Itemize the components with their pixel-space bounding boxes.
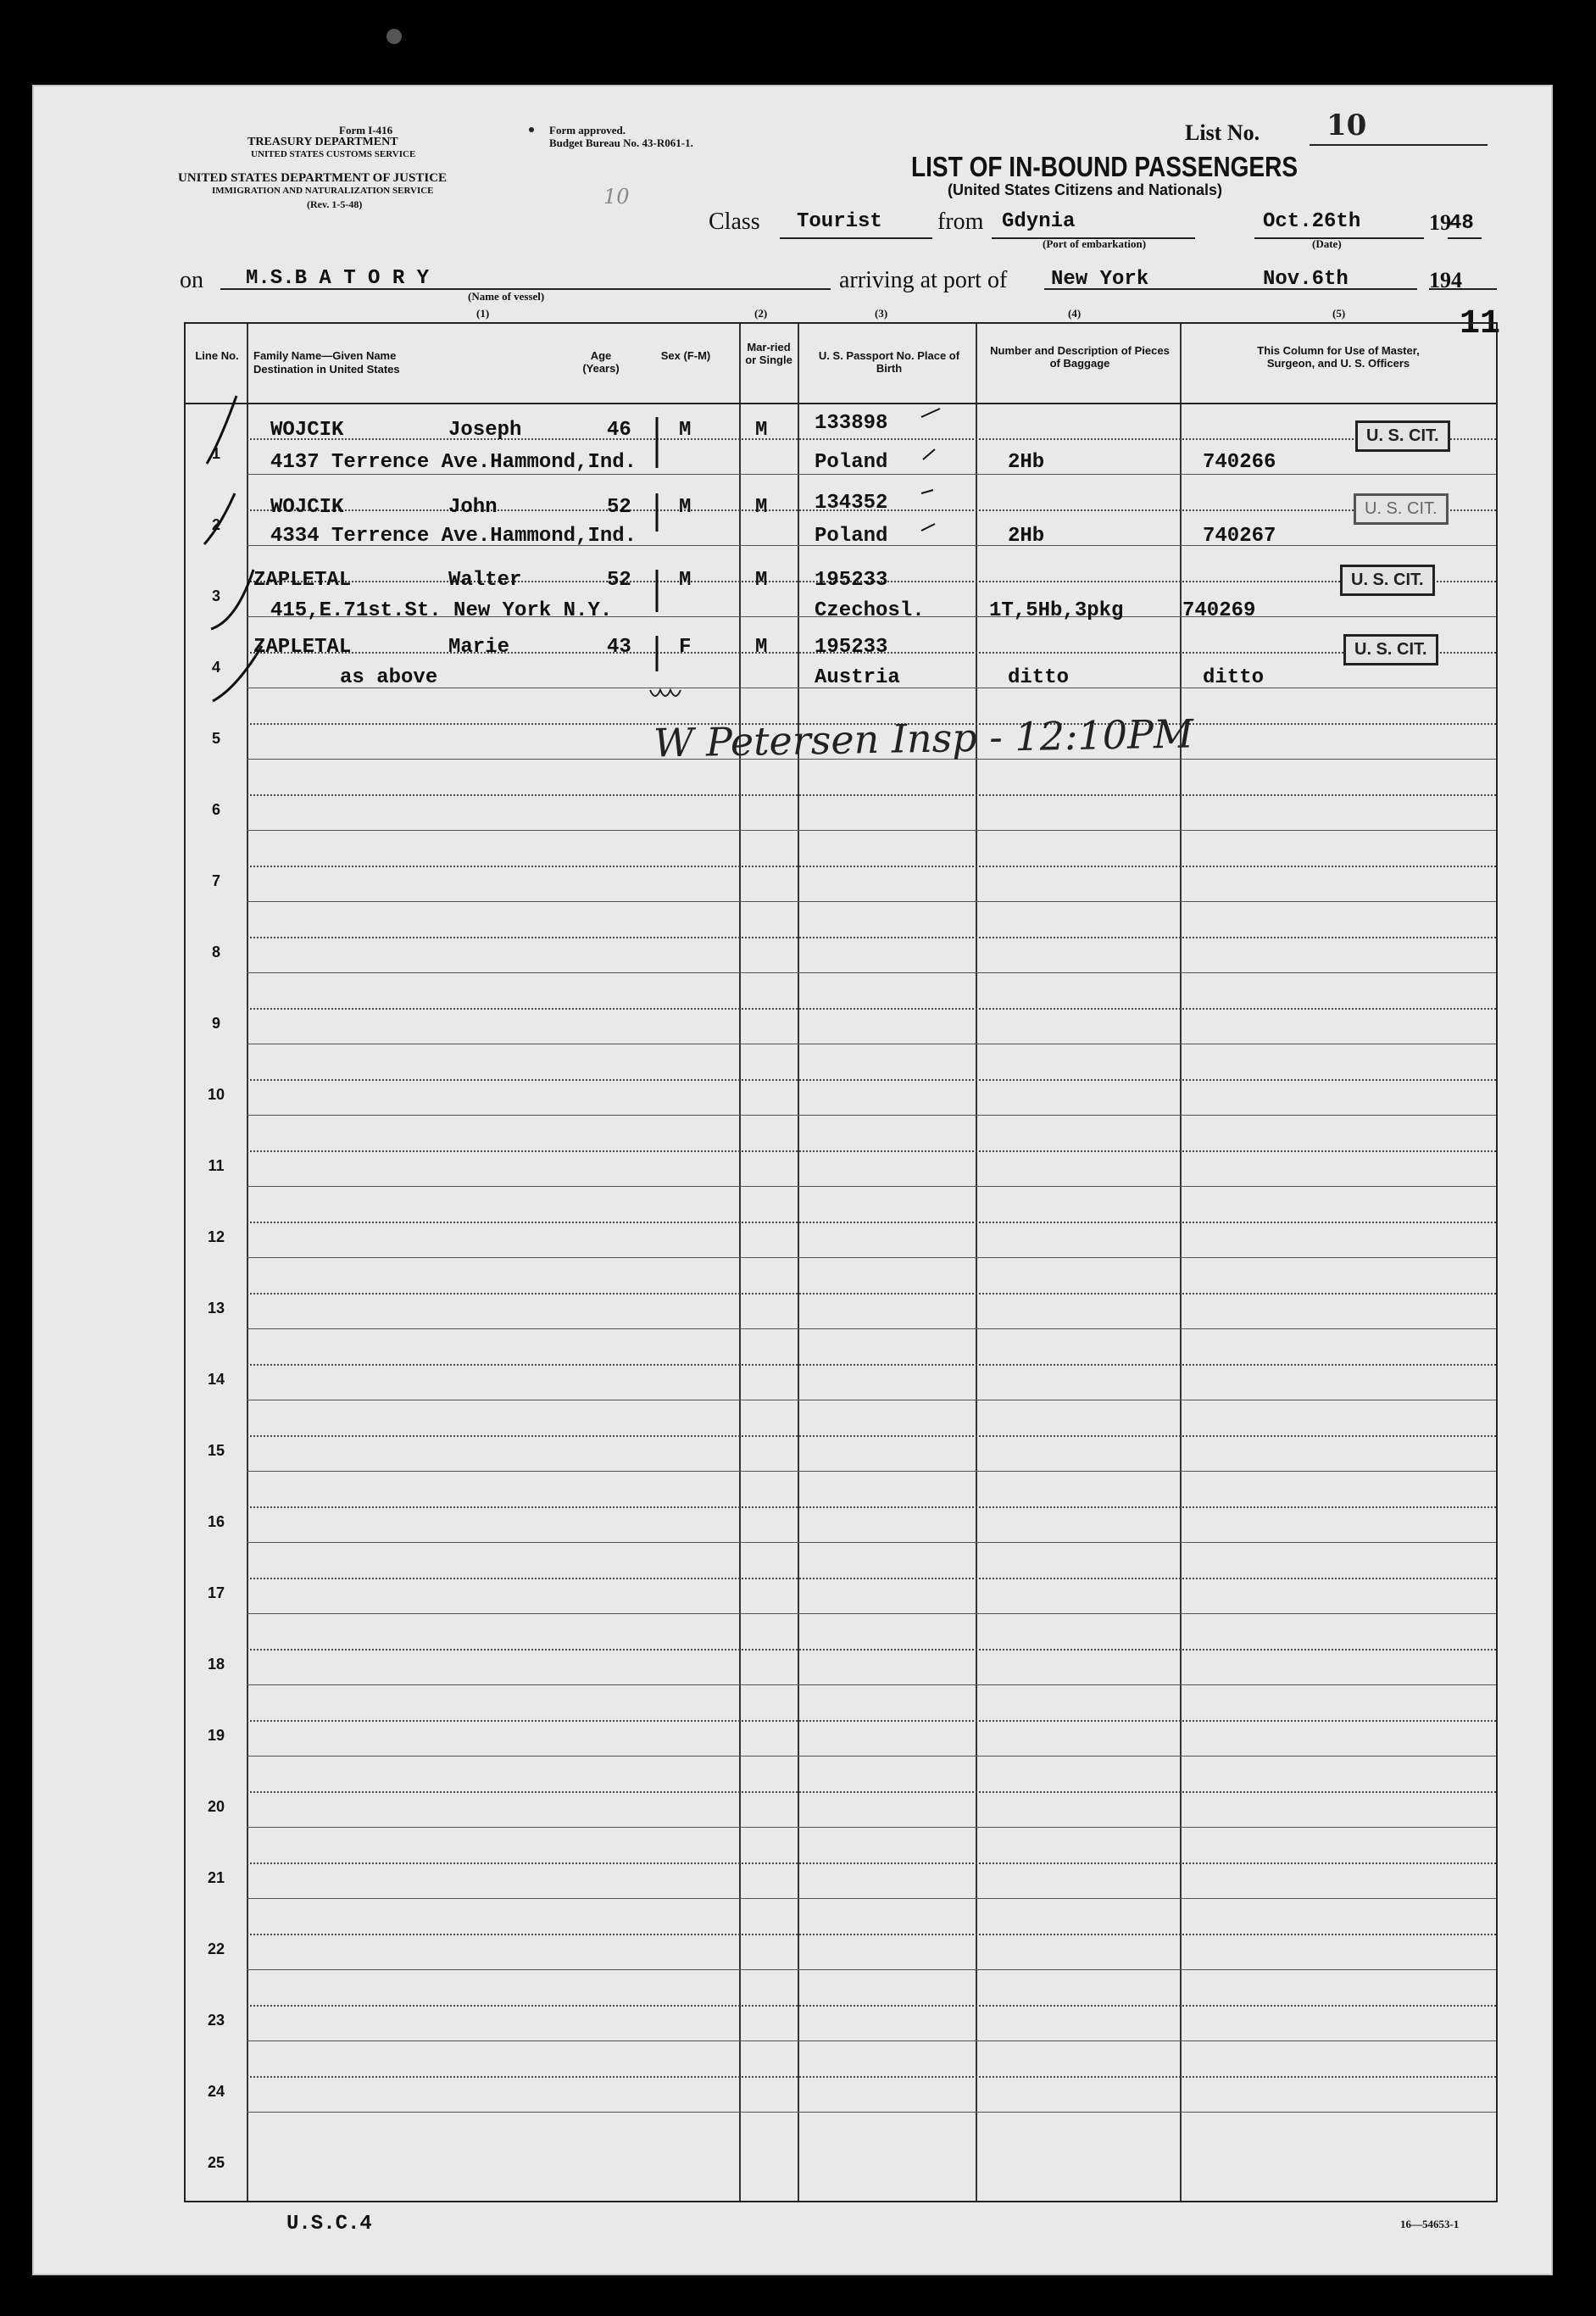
passenger-2-sex: M xyxy=(679,496,692,519)
form-number: Form I-416 xyxy=(339,124,393,136)
passenger-1-family: WOJCIK xyxy=(270,419,344,442)
col-header-line-no: Line No. xyxy=(195,349,239,362)
passenger-4-married: M xyxy=(755,636,768,659)
justice-label: UNITED STATES DEPARTMENT OF JUSTICE xyxy=(178,171,448,185)
row-midline xyxy=(247,2076,1496,2078)
row-midline xyxy=(247,1862,1496,1864)
row-divider xyxy=(247,1613,1496,1614)
row-midline xyxy=(247,1578,1496,1579)
us-citizen-stamp: U. S. CIT. xyxy=(1340,565,1435,596)
inspector-signature: W Petersen Insp - 12:10PM xyxy=(653,710,1194,766)
passenger-1-passport: 133898 xyxy=(815,412,888,435)
col-number-3: (3) xyxy=(875,307,888,320)
line-number: 6 xyxy=(211,801,220,818)
vessel-caption: (Name of vessel) xyxy=(468,290,545,303)
arrival-year-underline xyxy=(1429,288,1497,290)
col-header-name: Family Name—Given Name xyxy=(253,349,397,362)
passenger-2-destination: 4334 Terrence Ave.Hammond,Ind. xyxy=(270,525,637,548)
row-midline xyxy=(247,1293,1496,1294)
us-citizen-stamp: U. S. CIT. xyxy=(1355,420,1450,452)
passenger-1-given: Joseph xyxy=(448,419,522,442)
passenger-1-destination: 4137 Terrence Ave.Hammond,Ind. xyxy=(270,451,637,474)
row-midline xyxy=(247,1720,1496,1722)
passenger-2-age: 52 xyxy=(607,496,631,519)
passenger-1-age: 46 xyxy=(607,419,631,442)
passenger-2-passport: 134352 xyxy=(815,492,888,515)
bullet-mark xyxy=(529,127,534,132)
row-divider xyxy=(247,1969,1496,1970)
col-header-sex: Sex (F-M) xyxy=(660,349,711,362)
arrival-year: 194 xyxy=(1429,268,1462,292)
us-citizen-stamp: U. S. CIT. xyxy=(1343,634,1438,665)
date-year: 19 xyxy=(1429,210,1451,235)
passenger-1-birthplace: Poland xyxy=(815,451,888,474)
line-number: 16 xyxy=(207,1513,225,1530)
passenger-3-birthplace: Czechosl. xyxy=(815,599,925,622)
row-midline xyxy=(247,794,1496,796)
passenger-4-sex: F xyxy=(679,636,692,659)
line-number: 25 xyxy=(207,2154,225,2171)
passenger-3-age: 52 xyxy=(607,569,631,592)
line-number: 20 xyxy=(207,1798,225,1815)
line-number: 21 xyxy=(207,1869,225,1886)
line-number: 2 xyxy=(211,516,220,533)
passenger-2-given: John xyxy=(448,496,498,519)
row-divider xyxy=(247,1898,1496,1899)
line-number: 22 xyxy=(207,1940,225,1957)
passenger-4-officer-no: ditto xyxy=(1203,666,1265,689)
passenger-2-officer-no: 740267 xyxy=(1203,525,1276,548)
list-no-underline xyxy=(1310,144,1488,146)
port-caption: (Port of embarkation) xyxy=(1043,237,1147,250)
row-divider xyxy=(247,1186,1496,1187)
from-value: Gdynia xyxy=(1002,210,1076,233)
on-label: on xyxy=(180,267,203,293)
arriving-label: arriving at port of xyxy=(839,267,1008,293)
passenger-2-family: WOJCIK xyxy=(270,496,344,519)
line-number: 4 xyxy=(211,659,220,676)
passenger-3-baggage: 1T,5Hb,3pkg xyxy=(989,599,1124,622)
line-number: 24 xyxy=(207,2083,225,2100)
list-no-label: List No. xyxy=(1185,120,1260,145)
row-divider xyxy=(247,1542,1496,1543)
line-number: 9 xyxy=(211,1015,220,1032)
treasury-label: TREASURY DEPARTMENT xyxy=(247,136,398,148)
row-midline xyxy=(247,1435,1496,1437)
row-midline xyxy=(247,937,1496,938)
us-citizen-stamp: U. S. CIT. xyxy=(1354,493,1449,525)
class-underline xyxy=(780,237,932,239)
row-midline xyxy=(247,1934,1496,1935)
row-midline xyxy=(247,1506,1496,1508)
page-number: 11 xyxy=(1460,305,1501,343)
year-underline xyxy=(1448,237,1482,239)
passenger-2-baggage: 2Hb xyxy=(1008,525,1045,548)
footer-form-code: U.S.C.4 xyxy=(286,2213,372,2235)
footer-print-code: 16—54653-1 xyxy=(1400,2218,1460,2230)
line-number: 19 xyxy=(207,1727,225,1744)
row-divider xyxy=(247,1115,1496,1116)
line-number: 17 xyxy=(207,1584,225,1601)
col-number-1: (1) xyxy=(476,307,490,320)
passenger-2-married: M xyxy=(755,496,768,519)
passenger-3-destination: 415,E.71st.St. New York N.Y. xyxy=(270,599,613,622)
passenger-1-sex: M xyxy=(679,419,692,442)
line-number: 7 xyxy=(211,872,220,889)
passenger-3-married: M xyxy=(755,569,768,592)
passenger-3-passport: 195233 xyxy=(815,569,888,592)
row-midline xyxy=(247,1150,1496,1152)
row-midline xyxy=(247,1791,1496,1793)
passenger-4-family: ZAPLETAL xyxy=(253,636,352,659)
col-header-age: Age (Years) xyxy=(582,349,620,375)
handwritten-marks xyxy=(186,324,1496,731)
line-number: 11 xyxy=(208,1157,225,1174)
row-midline xyxy=(247,1364,1496,1366)
margin-note: 10 xyxy=(603,185,630,209)
col-header-destination: Destination in United States xyxy=(253,363,400,376)
col-header-married: Mar-ried or Single xyxy=(745,341,792,366)
passenger-1-baggage: 2Hb xyxy=(1008,451,1045,474)
passenger-4-given: Marie xyxy=(448,636,510,659)
date-year-end: 48 xyxy=(1449,212,1474,235)
row-midline xyxy=(247,1008,1496,1010)
line-number: 12 xyxy=(207,1228,225,1245)
ins-label: IMMIGRATION AND NATURALIZATION SERVICE xyxy=(212,186,434,196)
passenger-4-age: 43 xyxy=(607,636,631,659)
list-no-value: 10 xyxy=(1326,109,1367,142)
passenger-2-birthplace: Poland xyxy=(815,525,888,548)
line-number: 10 xyxy=(207,1086,225,1103)
col-header-passport: U. S. Passport No. Place of Birth xyxy=(818,349,960,375)
line-number: 23 xyxy=(207,2012,225,2029)
approved-label: Form approved. xyxy=(549,124,626,136)
row-divider xyxy=(247,1257,1496,1258)
col-number-2: (2) xyxy=(754,307,768,320)
col-header-baggage: Number and Description of Pieces of Baggage xyxy=(990,344,1170,370)
row-divider xyxy=(247,972,1496,973)
page-subtitle: (United States Citizens and Nationals) xyxy=(948,181,1223,198)
passenger-4-birthplace: Austria xyxy=(815,666,900,689)
row-divider xyxy=(247,1328,1496,1329)
arrival-date: Nov.6th xyxy=(1263,268,1349,291)
line-number: 5 xyxy=(211,730,220,747)
passenger-3-family: ZAPLETAL xyxy=(253,569,352,592)
passenger-3-sex: M xyxy=(679,569,692,592)
punch-hole xyxy=(386,29,402,44)
class-value: Tourist xyxy=(797,210,882,233)
passenger-3-given: Walter xyxy=(448,569,522,592)
revision-label: (Rev. 1-5-48) xyxy=(307,198,363,210)
row-midline xyxy=(247,1079,1496,1081)
line-number: 18 xyxy=(207,1656,225,1673)
row-divider xyxy=(247,830,1496,831)
budget-label: Budget Bureau No. 43-R061-1. xyxy=(549,136,693,149)
row-divider xyxy=(247,1684,1496,1685)
from-label: from xyxy=(937,209,984,235)
line-number: 8 xyxy=(211,944,220,960)
class-label: Class xyxy=(709,209,760,235)
passenger-4-baggage: ditto xyxy=(1008,666,1070,689)
arrival-port: New York xyxy=(1051,268,1149,291)
page-title: LIST OF IN-BOUND PASSENGERS xyxy=(911,151,1298,182)
passenger-1-married: M xyxy=(755,419,768,442)
line-number: 3 xyxy=(211,587,220,604)
passenger-4-passport: 195233 xyxy=(815,636,888,659)
passenger-3-officer-no: 740269 xyxy=(1182,599,1256,622)
customs-label: UNITED STATES CUSTOMS SERVICE xyxy=(251,149,416,159)
row-divider xyxy=(247,1827,1496,1828)
passenger-4-destination: as above xyxy=(340,666,438,689)
row-midline xyxy=(247,866,1496,867)
row-divider xyxy=(247,2040,1496,2041)
line-number: 1 xyxy=(211,445,220,462)
row-divider xyxy=(247,901,1496,902)
line-number: 14 xyxy=(207,1371,225,1388)
date-caption: (Date) xyxy=(1312,237,1342,250)
col-number-5: (5) xyxy=(1332,307,1346,320)
col-number-4: (4) xyxy=(1068,307,1082,320)
row-midline xyxy=(247,2005,1496,2007)
row-midline xyxy=(247,1649,1496,1651)
passenger-table xyxy=(184,322,1498,2202)
line-number: 15 xyxy=(207,1442,225,1459)
row-midline xyxy=(247,1222,1496,1223)
row-divider xyxy=(247,1471,1496,1472)
row-divider xyxy=(247,2112,1496,2113)
date-value: Oct.26th xyxy=(1263,210,1361,233)
line-number: 13 xyxy=(207,1300,225,1317)
col-header-officers: This Column for Use of Master, Surgeon, and U. S. Officers xyxy=(1257,344,1420,370)
passenger-1-officer-no: 740266 xyxy=(1203,451,1276,474)
vessel-name: M.S.B A T O R Y xyxy=(246,267,430,290)
